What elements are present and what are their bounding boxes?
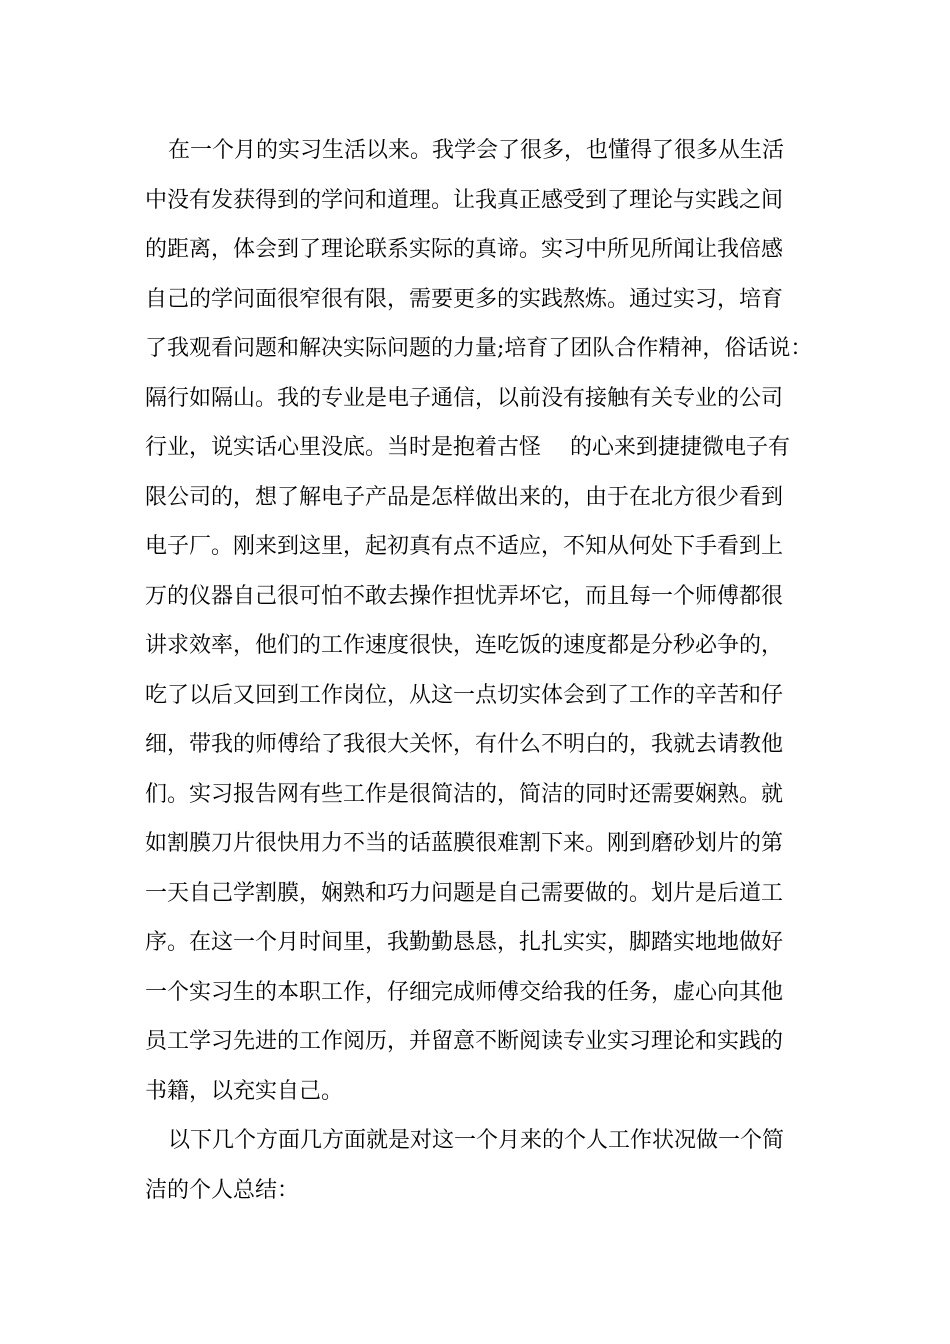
paragraph-line: 一个实习生的本职工作，仔细完成师傅交给我的任务，虚心向其他: [145, 979, 784, 1005]
paragraph-line: 行业，说实话心里没底。当时是抱着古怪 的心来到捷捷微电子有: [145, 435, 790, 460]
paragraph-line: 万的仪器自己很可怕不敢去操作担忧弄坏它，而且每一个师傅都很: [145, 583, 784, 609]
paragraph-line: 洁的个人总结：: [145, 1177, 300, 1203]
paragraph-line: 员工学习先进的工作阅历，并留意不断阅读专业实习理论和实践的: [145, 1029, 784, 1054]
paragraph-line: 电子厂。刚来到这里，起初真有点不适应，不知从何处下手看到上: [145, 534, 784, 559]
paragraph-line: 细，带我的师傅给了我很大关怀，有什么不明白的，我就去请教他: [145, 732, 784, 757]
paragraph-line: 如割膜刀片很快用力不当的话蓝膜很难割下来。刚到磨砂划片的第: [145, 831, 784, 856]
paragraph-first-line: 以下几个方面几方面就是对这一个月来的个人工作状况做一个简: [168, 1128, 785, 1153]
paragraph-first-line: 在一个月的实习生活以来。我学会了很多，也懂得了很多从生活: [168, 138, 785, 163]
paragraph-line: 序。在这一个月时间里，我勤勤恳恳，扎扎实实，脚踏实地地做好: [145, 930, 784, 955]
paragraph-line: 讲求效率，他们的工作速度很快，连吃饭的速度都是分秒必争的，: [145, 633, 784, 658]
paragraph-line: 吃了以后又回到工作岗位，从这一点切实体会到了工作的辛苦和仔: [145, 682, 784, 708]
paragraph-line: 的距离，体会到了理论联系实际的真谛。实习中所见所闻让我倍感: [145, 237, 784, 262]
paragraph-line: 自己的学问面很窄很有限，需要更多的实践熬炼。通过实习，培育: [145, 286, 784, 312]
paragraph-line: 们。实习报告网有些工作是很简洁的，简洁的同时还需要娴熟。就: [145, 781, 784, 807]
paragraph-line: 限公司的，想了解电子产品是怎样做出来的，由于在北方很少看到: [145, 484, 784, 510]
paragraph-line: 了我观看问题和解决实际问题的力量;培育了团队合作精神，俗话说：: [145, 336, 813, 361]
paragraph-line: 书籍，以充实自己。: [145, 1078, 344, 1104]
paragraph-line: 中没有发获得到的学问和道理。让我真正感受到了理论与实践之间: [145, 187, 784, 213]
paragraph-line: 一天自己学割膜，娴熟和巧力问题是自己需要做的。划片是后道工: [145, 880, 784, 906]
paragraph-line: 隔行如隔山。我的专业是电子通信，以前没有接触有关专业的公司: [145, 385, 784, 411]
